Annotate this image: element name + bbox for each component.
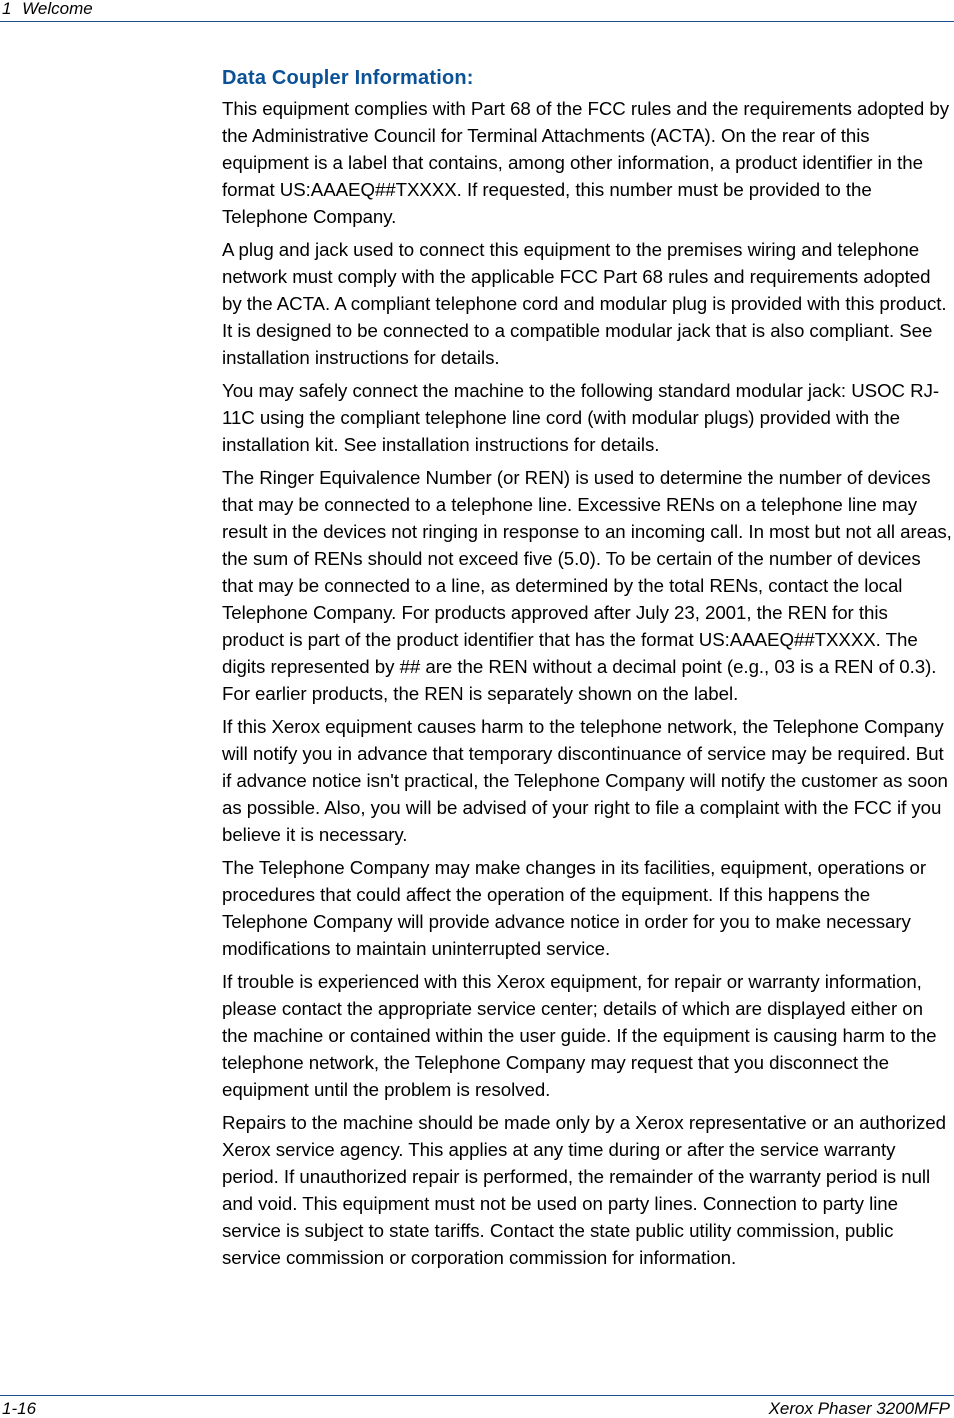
page-number: 1-16 (2, 1399, 37, 1418)
paragraph-telephone-changes: The Telephone Company may make changes in its facilities, equipment, operations or procedures that could affect the operation of the equipment. If this happens the Telephone Company will provide advance notice in order for you to make necessary modifications to maintain uninterrupted service. (222, 857, 926, 959)
paragraph-fcc-compliance: This equipment complies with Part 68 of the FCC rules and the requirements adopted by the Administrative Council for Terminal Attachments (ACTA). On the rear of this equipment is a label that contains, among other information, a product identifier in the format US:AAAEQ##TXXXX. If requested, this number must be provided to the Telephone Company. (222, 98, 950, 227)
header-divider (0, 21, 954, 22)
section-title: Data Coupler Information: (222, 67, 474, 89)
paragraph-modular-jack: You may safely connect the machine to the following standard modular jack: USOC RJ-11C using the compliant telephone line cord (with modular plugs) provided with the installation kit. See installation instructions for details. (222, 380, 940, 455)
footer-divider (0, 1395, 954, 1396)
product-name: Xerox Phaser 3200MFP (768, 1399, 950, 1418)
paragraph-trouble: If trouble is experienced with this Xerox equipment, for repair or warranty information, please contact the appropriate service center; details of which are displayed either on the machine or contained within the user guide. If the equipment is causing harm to the telephone network, the Telephone Company may request that you disconnect the equipment until the problem is resolved. (222, 971, 937, 1100)
paragraph-plug-and-jack: A plug and jack used to connect this equipment to the premises wiring and telephone network must comply with the applicable FCC Part 68 rules and requirements adopted by the ACTA. A compliant telephone cord and modular plug is provided with this product. It is designed to be connected to a compatible modular jack that is also compliant. See installation instructions for details. (222, 239, 947, 368)
running-header: 1 Welcome (2, 0, 93, 18)
paragraph-repairs: Repairs to the machine should be made only by a Xerox representative or an authorized Xerox service agency. This applies at any time during or after the service warranty period. If unauthorized repair is performed, the remainder of the warranty period is null and void. This equipment must not be used on party lines. Connection to party line service is subject to state tariffs. Contact the state public utility commission, public service commission or corporation commission for information. (222, 1112, 946, 1268)
main-content (222, 63, 952, 1277)
paragraph-ringer-equivalence: The Ringer Equivalence Number (or REN) is used to determine the number of devices that may be connected to a telephone line. Excessive RENs on a telephone line may result in the devices not ringing in response to an incoming call. In most but not all areas, the sum of RENs should not exceed five (5.0). To be certain of the number of devices that may be connected to a line, as determined by the total RENs, contact the local Telephone Company. For products approved after July 23, 2001, the REN for this product is part of the product identifier that has the format US:AAAEQ##TXXXX. The digits represented by ## are the REN without a decimal point (e.g., 03 is a REN of 0.3). For earlier products, the REN is separately shown on the label. (222, 467, 952, 704)
paragraph-network-harm: If this Xerox equipment causes harm to the telephone network, the Telephone Company will notify you in advance that temporary discontinuance of service may be required. But if advance notice isn't practical, the Telephone Company will notify the customer as soon as possible. Also, you will be advised of your right to file a complaint with the FCC if you believe it is necessary. (222, 716, 948, 845)
